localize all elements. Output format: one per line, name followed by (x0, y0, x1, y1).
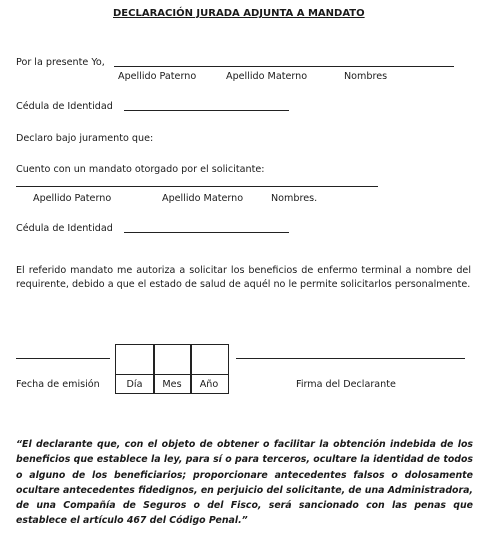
label-apellido-paterno-2: Apellido Paterno (33, 193, 112, 204)
declarant-prefix: Por la presente Yo, (16, 57, 105, 68)
label-nombres: Nombres (344, 71, 388, 82)
date-box-divider (115, 374, 228, 375)
declarant-name-field[interactable] (114, 66, 454, 67)
cedula-field-declarant[interactable] (124, 110, 289, 111)
declaro-text: Declaro bajo juramento que: (16, 133, 154, 144)
cedula-label-declarant: Cédula de Identidad (16, 101, 113, 112)
label-nombres-2: Nombres. (271, 193, 318, 204)
label-apellido-materno: Apellido Materno (226, 71, 308, 82)
firma-line[interactable] (236, 358, 465, 359)
document-title: DECLARACIÓN JURADA ADJUNTA A MANDATO (113, 8, 365, 19)
date-label-mes: Mes (162, 379, 182, 390)
firma-label: Firma del Declarante (296, 379, 396, 390)
legal-warning: “El declarante que, con el objeto de obtener o facilitar la obtención indebida de los beneficios que establece la ley, para sí o para terceros, ocultare la identidad de todos o alguno de los beneficiarios; proporcionare antecedentes falsos o dolosamente ocultare antecedentes fidedignos, en perjuicio del solicitante, de una Administradora, de una Compañía de Seguros o del Fisco, será sancionado con las penas que establece el artículo 467 del Código Penal.” (16, 439, 473, 527)
label-apellido-paterno: Apellido Paterno (118, 71, 197, 82)
autoriza-paragraph: El referido mandato me autoriza a solicitar los beneficios de enfermo terminal a nombre del requirente, debido a que el estado de salud de aquél no le permite solicitarlos personalmente. (16, 265, 471, 290)
solicitante-name-field[interactable] (16, 186, 378, 187)
mandato-text: Cuento con un mandato otorgado por el solicitante: (16, 164, 265, 175)
date-label-dia: Día (126, 379, 143, 390)
fecha-emision-label: Fecha de emisión (16, 379, 100, 390)
fecha-emision-line[interactable] (16, 358, 110, 359)
date-label-ano: Año (199, 379, 219, 390)
cedula-field-solicitante[interactable] (124, 232, 289, 233)
cedula-label-solicitante: Cédula de Identidad (16, 223, 113, 234)
label-apellido-materno-2: Apellido Materno (162, 193, 244, 204)
